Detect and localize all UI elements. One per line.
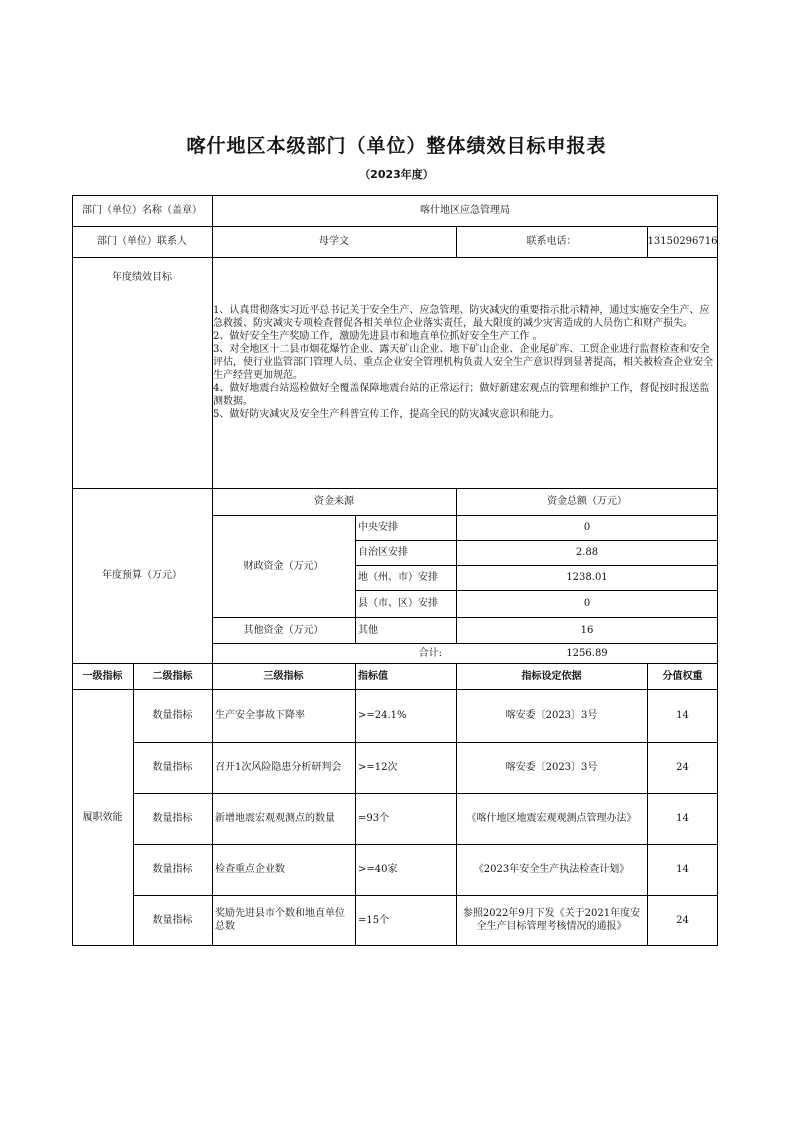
row2-level2: 数量指标 xyxy=(152,762,193,773)
row2-value: >=12次 xyxy=(358,762,398,773)
row4-basis: 《2023年安全生产执法检查计划》 xyxy=(473,864,630,875)
page-title: 喀什地区本级部门（单位）整体绩效目标申报表 xyxy=(186,135,607,157)
row1-basis: 喀安委〔2023〕3号 xyxy=(505,710,598,721)
row1-level2: 数量指标 xyxy=(152,710,193,721)
row4-level3: 检查重点企业数 xyxy=(215,864,285,875)
row1-level3: 生产安全事故下降率 xyxy=(215,710,305,721)
row4-value: >=40家 xyxy=(358,864,398,875)
contact-label: 部门（单位）联系人 xyxy=(97,236,187,247)
row3-basis: 《喀什地区地震宏观观测点管理办法》 xyxy=(466,813,637,824)
other-funds-label: 其他资金（万元） xyxy=(243,624,324,636)
goal-item: 5、做好防灾减灾及安全生产科普宣传工作，提高全民的防灾减灾意识和能力。 xyxy=(213,409,560,420)
fiscal-source-prefecture: 地（州、市）安排 xyxy=(358,572,438,583)
row2-basis: 喀安委〔2023〕3号 xyxy=(505,762,598,773)
fiscal-funds-label: 财政资金（万元） xyxy=(243,560,324,572)
performance-table xyxy=(72,195,718,945)
row2-weight: 24 xyxy=(676,762,689,773)
goal-item: 4、做好地震台站巡检做好全覆盖保障地震台站的正常运行；做好新建宏观点的管理和维护工作，督促按时报送监测数据。 xyxy=(213,383,710,407)
header-value: 指标值 xyxy=(358,670,388,682)
row1-weight: 14 xyxy=(676,710,689,721)
row3-level3: 新增地震宏观观测点的数量 xyxy=(215,813,335,824)
header-basis: 指标设定依据 xyxy=(521,670,582,682)
annual-goals-label: 年度绩效目标 xyxy=(112,271,172,283)
row5-level3: 奖励先进县市个数和地直单位总数 xyxy=(215,908,345,932)
header-level1: 一级指标 xyxy=(82,670,123,682)
header-weight: 分值权重 xyxy=(662,670,703,682)
row3-value: =93个 xyxy=(358,813,390,824)
budget-label: 年度预算（万元） xyxy=(102,570,182,581)
row5-weight: 24 xyxy=(676,914,689,926)
funding-source-header: 资金来源 xyxy=(314,496,354,507)
goal-item: 1、认真贯彻落实习近平总书记关于安全生产、应急管理、防灾减灾的重要指示批示精神，通过实施安全生产、应急救援、防灾减灾专项检查督促各相关单位企业落实责任，最大限度的减少灾害造成的人员伤亡和财产损失。 xyxy=(213,305,710,329)
fiscal-source-region: 自治区安排 xyxy=(358,547,408,558)
fiscal-source-county: 县（市、区）安排 xyxy=(358,598,438,609)
goal-item: 3、对全地区十二县市烟花爆竹企业、露天矿山企业、地下矿山企业、企业尾矿库、工贸企业进行监督检查和安全评估，使行业监管部门管理人员、重点企业安全管理机构负责人安全生产意识得到显著提高，相关被检查企业安全生产经营更加规范。 xyxy=(213,344,713,381)
funding-total-header: 资金总额（万元） xyxy=(547,496,627,507)
header-level3: 三级指标 xyxy=(263,670,304,682)
fiscal-amount-county: 0 xyxy=(583,598,591,609)
budget-sum-amount: 1256.89 xyxy=(566,647,608,659)
fiscal-amount-region: 2.88 xyxy=(575,547,599,558)
phone-label: 联系电话： xyxy=(526,236,577,247)
header-level2: 二级指标 xyxy=(152,670,193,682)
contact-name: 母学文 xyxy=(319,236,349,247)
row5-basis: 参照2022年9月下发《关于2021年度安全生产目标管理考核情况的通报》 xyxy=(462,908,641,932)
fiscal-amount-prefecture: 1238.01 xyxy=(566,572,608,583)
dept-name-value: 喀什地区应急管理局 xyxy=(420,205,510,216)
row3-weight: 14 xyxy=(676,813,689,824)
dept-name-label: 部门（单位）名称（盖章） xyxy=(82,205,202,216)
fiscal-source-central: 中央安排 xyxy=(358,522,398,533)
level1-indicator: 履职效能 xyxy=(82,811,123,823)
annual-goals-text xyxy=(213,304,713,421)
row4-weight: 14 xyxy=(676,864,689,875)
phone-value: 13150296716 xyxy=(647,236,718,247)
row2-level3: 召开1次风险隐患分析研判会 xyxy=(215,762,342,773)
other-amount: 16 xyxy=(580,624,594,636)
goal-item: 2、做好安全生产奖励工作，激励先进县市和地直单位抓好安全生产工作 。 xyxy=(213,331,543,342)
row5-value: =15个 xyxy=(358,914,390,926)
fiscal-amount-central: 0 xyxy=(583,522,591,533)
row3-level2: 数量指标 xyxy=(152,813,193,824)
row5-level2: 数量指标 xyxy=(152,914,193,926)
row4-level2: 数量指标 xyxy=(152,864,193,875)
other-source: 其他 xyxy=(358,624,378,636)
page-subtitle: （2023年度） xyxy=(359,168,434,181)
budget-sum-label: 合计: xyxy=(418,647,442,659)
row1-value: >=24.1% xyxy=(358,710,407,721)
